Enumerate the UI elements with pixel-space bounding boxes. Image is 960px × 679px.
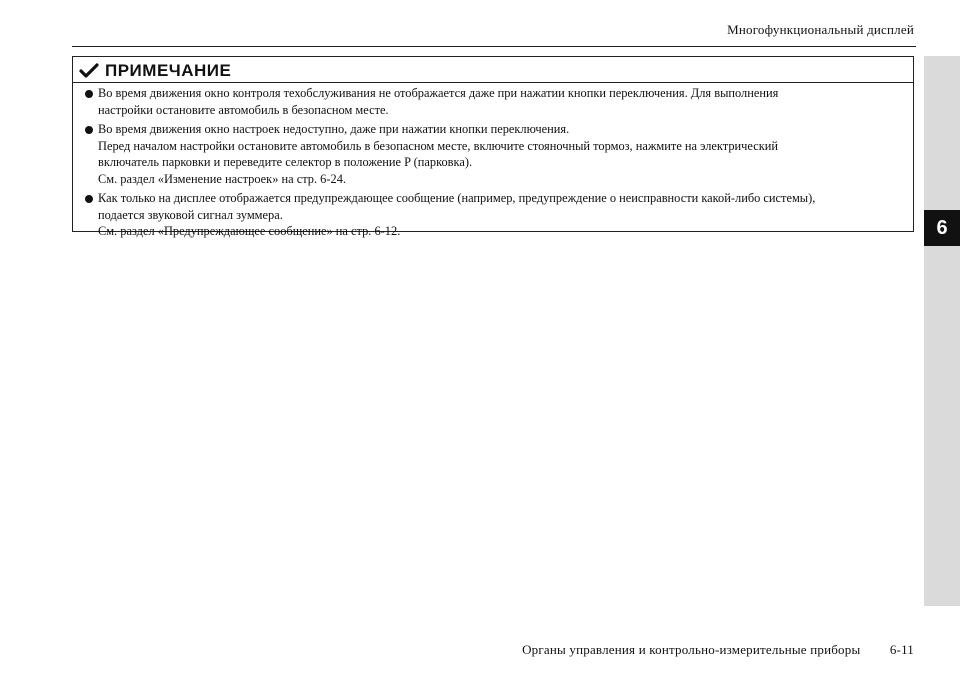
- bullet-icon: [85, 126, 93, 134]
- chapter-side-tab: [924, 56, 960, 606]
- chapter-number-badge: 6: [924, 210, 960, 246]
- note-item: [73, 121, 913, 187]
- note-item-line: настройки остановите автомобиль в безопасном месте.: [98, 102, 389, 117]
- note-header: [79, 61, 231, 81]
- note-item-line: подается звуковой сигнал зуммера.: [98, 207, 283, 222]
- page-footer: [522, 642, 914, 658]
- bullet-icon: [85, 195, 93, 203]
- note-item-line: Во время движения окно контроля техобслуживания не отображается даже при нажатии кнопки переключения. Для выполнения: [98, 86, 779, 100]
- note-item-line: См. раздел «Изменение настроек» на стр. 6-24.: [98, 171, 346, 186]
- bullet-icon: [85, 90, 93, 98]
- footer-section-title: Органы управления и контрольно-измерительные приборы: [522, 642, 861, 657]
- note-item-line: Во время движения окно настроек недоступно, даже при нажатии кнопки переключения.: [98, 122, 570, 136]
- note-item: [73, 85, 913, 118]
- header-divider: [72, 46, 916, 47]
- page-header-title: Многофункциональный дисплей: [727, 22, 914, 37]
- note-title: ПРИМЕЧАНИЕ: [105, 61, 232, 80]
- note-item-line: Перед началом настройки остановите автомобиль в безопасном месте, включите стояночный тормоз, нажмите на электрический: [98, 138, 778, 153]
- note-list: [73, 85, 913, 243]
- note-item-line: включатель парковки и переведите селектор в положение P (парковка).: [98, 155, 473, 169]
- note-item-line: Как только на дисплее отображается предупреждающее сообщение (например, предупреждение о неисправности какой-либо системы),: [98, 191, 816, 205]
- check-icon: [79, 63, 99, 79]
- note-item-line: См. раздел «Предупреждающее сообщение» на стр. 6-12.: [98, 224, 401, 238]
- note-header-divider: [73, 82, 913, 83]
- page-number: 6-11: [889, 642, 914, 657]
- note-box: [72, 56, 914, 238]
- note-item: [73, 190, 913, 240]
